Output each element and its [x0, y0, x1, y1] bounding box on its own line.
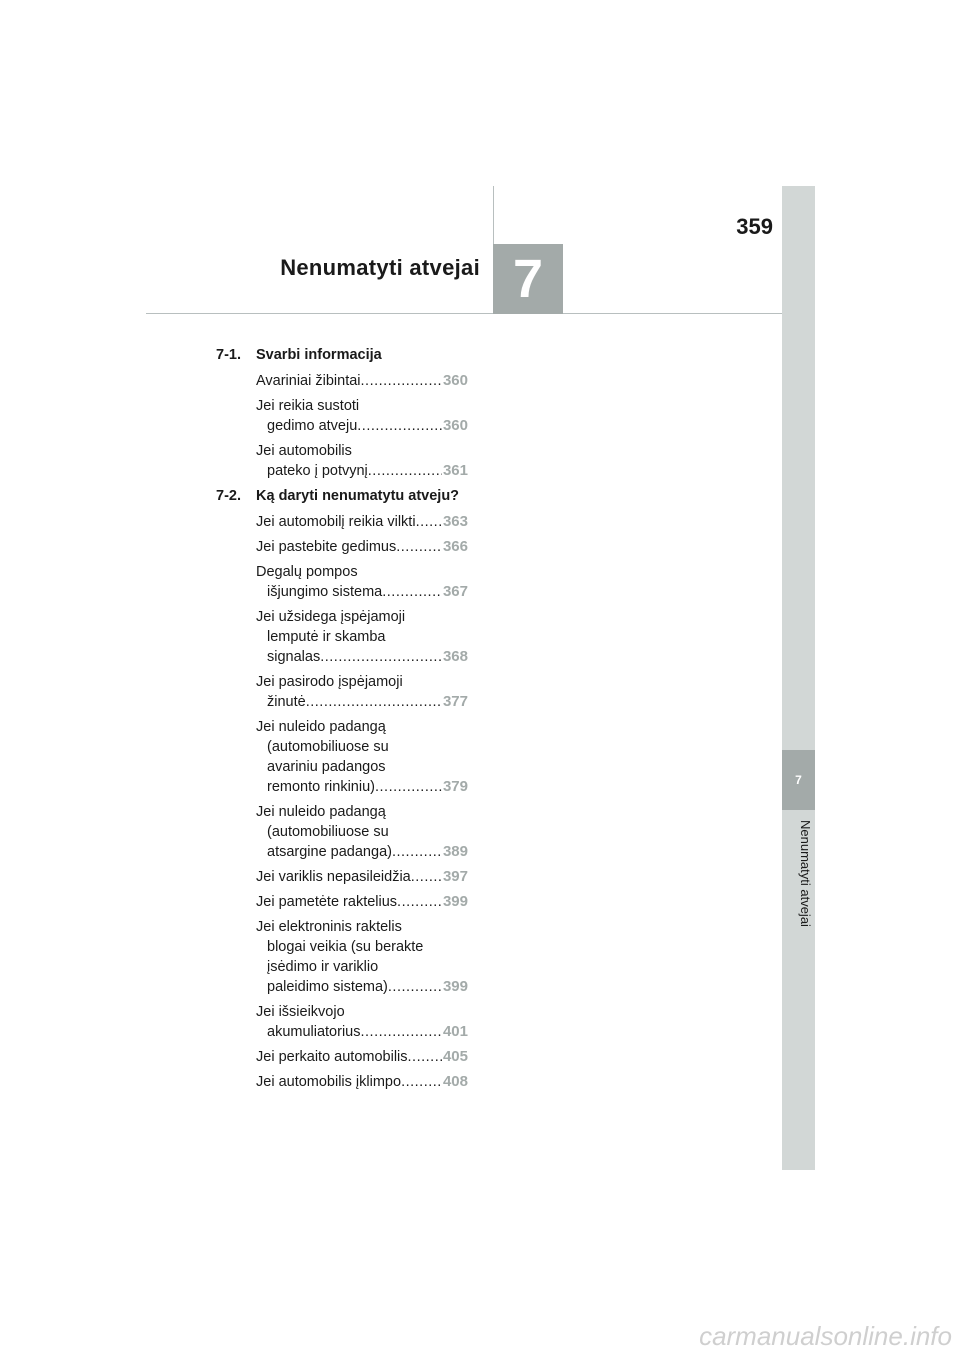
toc-entry-text: Jei užsidega įspėjamoji: [256, 609, 406, 625]
toc-entry-text: Jei variklis nepasileidžia: [256, 869, 411, 885]
toc-entry[interactable]: [256, 892, 468, 912]
toc-entry-text: žinutė: [267, 694, 306, 710]
toc-entry-text: išjungimo sistema: [267, 584, 383, 600]
toc-entry-text: Jei pastebite gedimus: [256, 539, 397, 555]
toc-entry-text: paleidimo sistema): [267, 979, 388, 995]
toc-entry[interactable]: [256, 672, 468, 712]
toc-leader-dots: [375, 777, 442, 797]
toc-entry-text: lemputė ir skamba: [267, 629, 386, 645]
toc-leader-dots: [416, 512, 442, 532]
toc-entry-text: Degalų pompos: [256, 564, 358, 580]
toc-page-number[interactable]: 360: [442, 372, 468, 389]
toc-section-number: 7-2.: [216, 488, 241, 504]
chapter-number: 7: [512, 249, 544, 309]
watermark: carmanualsonline.info: [699, 1321, 952, 1351]
toc-leader-dots: [357, 416, 442, 436]
toc-entry-text: Jei pametėte raktelius: [256, 894, 398, 910]
toc-entry[interactable]: [256, 1002, 468, 1042]
toc-entry-text: Jei elektroninis raktelis: [256, 919, 402, 935]
table-of-contents: [216, 345, 468, 1097]
toc-page-number[interactable]: 366: [442, 538, 468, 555]
toc-entry[interactable]: [256, 1072, 468, 1092]
toc-entry-text: (automobiliuose su: [267, 739, 389, 755]
toc-entry-text: gedimo atveju: [267, 418, 358, 434]
toc-page-number[interactable]: 408: [442, 1073, 468, 1090]
toc-page-number[interactable]: 368: [442, 648, 468, 665]
toc-entry[interactable]: [256, 396, 468, 436]
toc-leader-dots: [361, 371, 442, 391]
toc-entry[interactable]: [256, 717, 468, 797]
toc-entry[interactable]: [256, 802, 468, 862]
toc-entry[interactable]: [256, 562, 468, 602]
toc-leader-dots: [401, 1072, 442, 1092]
page-number: 359: [736, 214, 773, 239]
toc-entry-text: įsėdimo ir variklio: [267, 959, 379, 975]
toc-leader-dots: [361, 1022, 442, 1042]
toc-entry-text: Jei automobilis įklimpo: [256, 1074, 402, 1090]
toc-page-number[interactable]: 389: [442, 843, 468, 860]
toc-section-heading[interactable]: [216, 486, 468, 506]
toc-entry-text: Jei reikia sustoti: [256, 398, 360, 414]
toc-leader-dots: [382, 582, 442, 602]
toc-entry-text: signalas: [267, 649, 321, 665]
toc-entry[interactable]: [256, 607, 468, 667]
toc-entry-text: remonto rinkiniu): [267, 779, 375, 795]
toc-leader-dots: [397, 892, 442, 912]
side-tab-number-box[interactable]: [782, 750, 815, 810]
toc-section-title: Svarbi informacija: [256, 347, 382, 363]
toc-entry-text: Avariniai žibintai: [256, 373, 361, 389]
chapter-number-box: [493, 244, 563, 314]
toc-page-number[interactable]: 361: [442, 462, 468, 479]
side-tab-label: Nenumatyti atvejai: [798, 820, 813, 927]
side-tab-number: 7: [795, 773, 802, 787]
toc-page-number[interactable]: 397: [442, 868, 468, 885]
header-horizontal-rule: [146, 313, 782, 314]
toc-entry-text: avariniu padangos: [267, 759, 386, 775]
toc-entry[interactable]: [256, 537, 468, 557]
chapter-title: Nenumatyti atvejai: [280, 255, 480, 280]
toc-entry-text: blogai veikia (su berakte: [267, 939, 424, 955]
side-tab-bar: [782, 186, 815, 1170]
toc-leader-dots: [392, 842, 442, 862]
toc-section-number: 7-1.: [216, 347, 241, 363]
toc-entry-text: Jei pasirodo įspėjamoji: [256, 674, 403, 690]
toc-entry-text: (automobiliuose su: [267, 824, 389, 840]
toc-leader-dots: [408, 1047, 442, 1067]
toc-section-title: Ką daryti nenumatytu atveju?: [256, 488, 460, 504]
toc-entry-text: Jei automobilį reikia vilkti: [256, 514, 416, 530]
toc-entry-text: Jei perkaito automobilis: [256, 1049, 408, 1065]
toc-leader-dots: [320, 647, 442, 667]
toc-page-number[interactable]: 377: [442, 693, 468, 710]
toc-page-number[interactable]: 405: [442, 1048, 468, 1065]
toc-entry[interactable]: [256, 917, 468, 997]
toc-page-number[interactable]: 363: [442, 513, 468, 530]
toc-page-number[interactable]: 399: [442, 893, 468, 910]
toc-leader-dots: [368, 461, 442, 481]
header-vertical-rule: [493, 186, 494, 244]
toc-leader-dots: [396, 537, 442, 557]
toc-entry-text: Jei nuleido padangą: [256, 719, 386, 735]
toc-leader-dots: [411, 867, 442, 887]
toc-entry[interactable]: [256, 371, 468, 391]
toc-entry[interactable]: [256, 441, 468, 481]
toc-page-number[interactable]: 367: [442, 583, 468, 600]
toc-page-number[interactable]: 401: [442, 1023, 468, 1040]
toc-page-number[interactable]: 360: [442, 417, 468, 434]
toc-entry-text: Jei išsieikvojo: [256, 1004, 345, 1020]
toc-entry-text: atsargine padanga): [267, 844, 392, 860]
toc-entry[interactable]: [256, 1047, 468, 1067]
toc-leader-dots: [306, 692, 442, 712]
toc-entry-text: pateko į potvynį: [267, 463, 368, 479]
toc-entry-text: Jei nuleido padangą: [256, 804, 386, 820]
toc-entry-text: Jei automobilis: [256, 443, 352, 459]
toc-page-number[interactable]: 379: [442, 778, 468, 795]
toc-section-heading[interactable]: [216, 345, 468, 365]
toc-entry[interactable]: [256, 512, 468, 532]
toc-page-number[interactable]: 399: [442, 978, 468, 995]
toc-entry-text: akumuliatorius: [267, 1024, 361, 1040]
toc-leader-dots: [388, 977, 442, 997]
toc-entry[interactable]: [256, 867, 468, 887]
